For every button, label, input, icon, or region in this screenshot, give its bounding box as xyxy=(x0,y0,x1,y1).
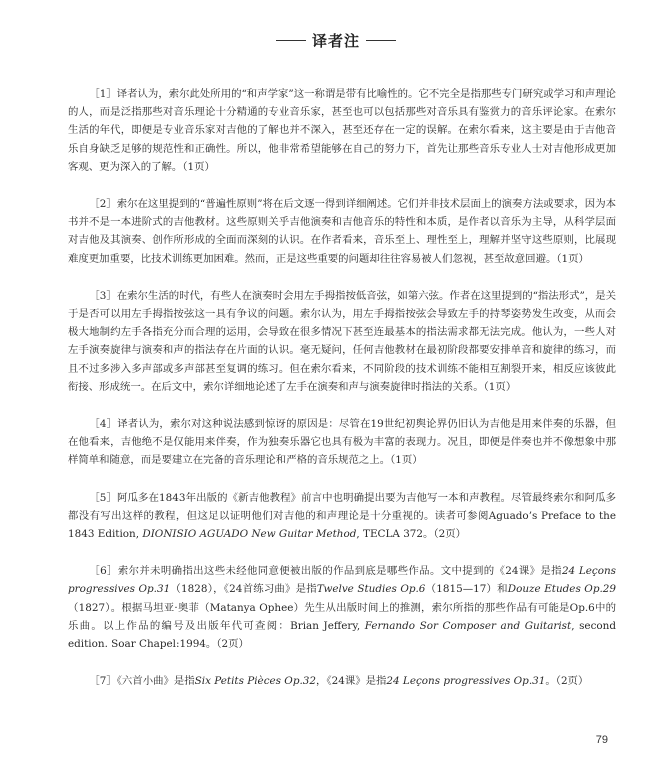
translator-note xyxy=(68,489,616,544)
note-text: 。（2页） xyxy=(545,675,589,688)
note-title-italic: Twelve Studies Op.6 xyxy=(316,583,426,596)
note-marker: ［2］ xyxy=(89,198,117,211)
header xyxy=(0,30,672,51)
note-marker: ［1］ xyxy=(89,88,117,100)
note-marker: ［7］ xyxy=(89,675,117,688)
note-text: 译者认为，索尔此处所用的“和声学家”这一称谓是带有比喻性的。它不完全是指那些专门研究或学习和声理论的人，而是泛指那些对音乐理论十分精通的专业音乐家，甚至也可以包括那些对音乐具有鉴赏力的音乐评论家。在索尔生活的年代，即便是专业音乐家对吉他的了解也并不深入，甚至还存在一定的误解。在索尔看来，这主要是由于吉他音乐自身缺乏足够的规范性和正确性。所以，他非常希望能够在自己的努力下，首先让那些音乐专业人士对吉他形成更加客观、更为深入的了解。（1页） xyxy=(68,88,616,173)
note-text: 索尔在这里提到的“普遍性原则”将在后文逐一得到详细阐述。它们并非技术层面上的演奏方法或要求，因为本书并不是一本进阶式的吉他教材。这些原则关乎吉他演奏和吉他音乐的特性和本质，是作者以音乐为主导，从科学层面对吉他及其演奏、创作所形成的全面而深刻的认识。在作者看来，音乐至上、理性至上，理解并坚守这些原则，比展现难度更加重要，比技术训练更加困难。然而，正是这些重要的问题却往往容易被人们忽视，甚至故意回避。（1页） xyxy=(68,198,616,265)
note-marker: ［4］ xyxy=(89,418,118,431)
title-rule-right xyxy=(366,40,396,41)
page-title: 译者注 xyxy=(311,32,360,50)
note-text: 阿瓜多在1843年出版的《新吉他教程》前言中也明确提出要为吉他写一本和声教程。尽管最终索尔和阿瓜多都没有写出这样的教程，但这足以证明他们对吉他的和声理论是十分重视的。读者可参阅Aguado’s Preface to the 1843 Edition, xyxy=(68,491,616,541)
note-text: 索尔并未明确指出这些未经他同意便被出版的作品到底是哪些作品。文中提到的《24课》是指 xyxy=(117,565,562,578)
note-text: 译者认为，索尔对这种说法感到惊讶的原因是：尽管在19世纪初舆论界仍旧认为吉他是用来伴奏的乐器，但在他看来，吉他绝不是仅能用来伴奏，作为独奏乐器它也具有极为丰富的表现力。况且，即便是伴奏也并不像想象中那样简单和随意，而是要建立在完备的音乐理论和严格的音乐规范之上。（1页） xyxy=(68,418,616,467)
note-text: （1827）。根据马坦亚·奥菲（Matanya Ophee）先生从出版时间上的推测，索尔所指的那些作品有可能是Op.6中的乐曲。以上作品的编号及出版年代可查阅：Brian Jeffery, xyxy=(68,601,616,632)
note-title-italic: Fernando Sor Composer and Guitarist xyxy=(364,619,572,632)
note-title-italic: DIONISIO AGUADO New Guitar Method xyxy=(142,528,357,541)
translator-note xyxy=(68,85,616,176)
note-title-italic: Douze Etudes Op.29 xyxy=(507,583,616,596)
note-text: , TECLA 372。（2页） xyxy=(356,528,467,541)
translator-note xyxy=(68,195,616,268)
note-text: 《六首小曲》是指 xyxy=(116,675,195,688)
note-text: （1815—17）和 xyxy=(425,583,508,596)
notes-list xyxy=(68,85,616,709)
note-title-italic: 24 Leçons progressives Op.31 xyxy=(68,565,616,596)
note-text: （1828），《24首练习曲》是指 xyxy=(170,583,317,596)
translator-note xyxy=(68,415,616,470)
note-marker: ［6］ xyxy=(89,565,118,578)
note-text: , second edition. Soar Chapel:1994。（2页） xyxy=(68,619,616,651)
translator-note xyxy=(68,562,616,653)
title-rule-left xyxy=(276,40,306,41)
note-text: ，《24课》是指 xyxy=(316,675,387,688)
translator-note xyxy=(68,287,616,396)
page-number: 79 xyxy=(595,734,608,746)
note-title-italic: 24 Leçons progressives Op.31 xyxy=(386,675,546,688)
note-marker: ［5］ xyxy=(89,491,118,504)
translator-note xyxy=(68,672,616,690)
note-title-italic: Six Petits Pièces Op.32 xyxy=(194,675,317,688)
note-text: 在索尔生活的时代，有些人在演奏时会用左手拇指按低音弦，如第六弦。作者在这里提到的“指法形式”，是关于是否可以用左手拇指按弦这一具有争议的问题。索尔认为，用左手拇指按弦会导致左手的持琴姿势发生改变，从而会极大地制约左手各指充分而合理的运用，会导致在很多情况下甚至连最基本的指法需求都无法完成。他认为，一些人对左手演奏旋律与演奏和声的指法存在片面的认识。毫无疑问，任何吉他教材在最初阶段都要安排单音和旋律的练习，而且不过多涉入多声部或多声部甚至复调的练习。但在索尔看来，不同阶段的技术训练不能相互割裂开来，相反应该彼此衔接、形成统一。在后文中，索尔详细地论述了左手在演奏和声与演奏旋律时指法的关系。（1页） xyxy=(68,289,616,393)
note-marker: ［3］ xyxy=(89,289,117,302)
